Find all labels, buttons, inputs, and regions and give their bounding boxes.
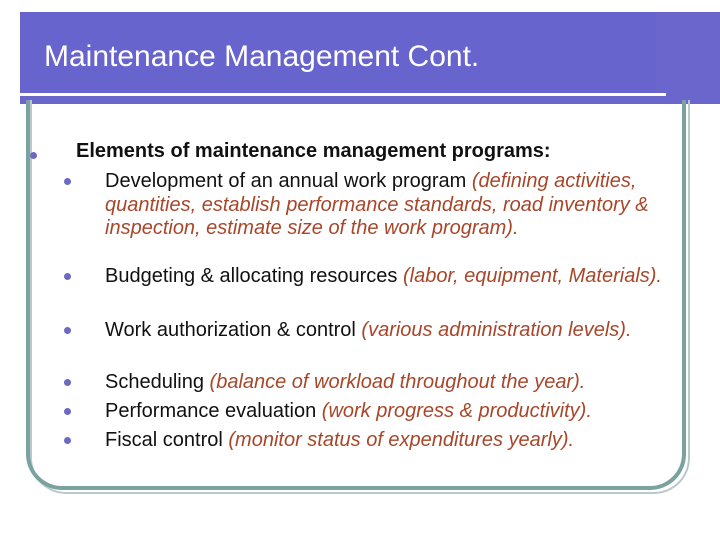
item-detail: (defining activities, quantities, establish performance standards, road inventory & inspection, estimate size of the work program). <box>105 170 649 239</box>
bullet-icon <box>64 379 71 386</box>
bullet-icon <box>64 437 71 444</box>
list-item-scheduling <box>105 371 685 395</box>
item-detail: (labor, equipment, Materials). <box>402 265 662 287</box>
item-text: Budgeting & allocating resources <box>105 265 403 287</box>
list-item-annual-work-program <box>105 170 685 241</box>
item-detail: (various administration levels). <box>361 319 632 341</box>
item-detail: (monitor status of expenditures yearly). <box>228 429 575 451</box>
section-heading: Elements of maintenance management programs: <box>76 140 551 162</box>
item-text: Performance evaluation <box>105 400 322 422</box>
list-item-performance-evaluation <box>105 400 685 424</box>
item-text: Work authorization & control <box>105 319 362 341</box>
list-item-budgeting <box>105 265 685 289</box>
slide-title: Maintenance Management Cont. <box>44 40 480 73</box>
list-item-work-authorization <box>105 319 685 343</box>
item-detail: (work progress & productivity). <box>321 400 592 422</box>
bullet-icon <box>64 273 71 280</box>
item-detail: (balance of workload throughout the year). <box>209 371 586 393</box>
bullet-icon <box>64 327 71 334</box>
item-text: Fiscal control <box>105 429 229 451</box>
bullet-icon <box>30 152 37 159</box>
list-item-fiscal-control <box>105 429 685 453</box>
bullet-icon <box>64 178 71 185</box>
bullet-icon <box>64 408 71 415</box>
item-text: Scheduling <box>105 371 210 393</box>
item-text: Development of an annual work program <box>105 170 472 192</box>
